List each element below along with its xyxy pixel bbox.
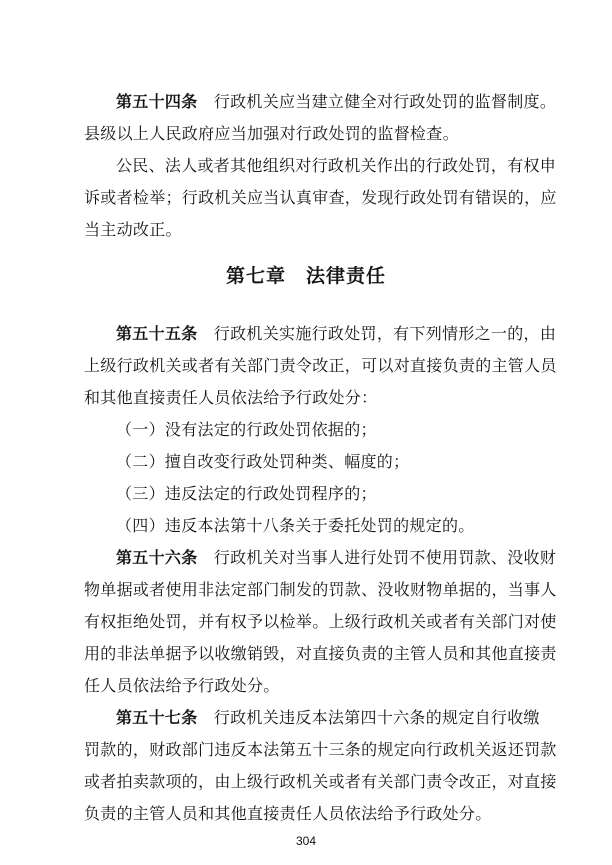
article-text: 行政机关违反本法第四十六条的规定自行收缴 <box>213 708 540 727</box>
paragraph-line <box>116 92 556 112</box>
list-item: （一）没有法定的行政处罚依据的； <box>116 420 377 439</box>
paragraph-line: 物单据或者使用非法定部门制发的罚款、没收财物单据的，当事人 <box>84 580 557 599</box>
article-heading: 第五十七条 <box>116 708 198 727</box>
paragraph-line: 有权拒绝处罚，并有权予以检举。上级行政机关或者有关部门对使 <box>84 612 557 631</box>
article-text: 行政机关实施行政处罚，有下列情形之一的，由 <box>213 324 557 343</box>
list-item: （三）违反法定的行政处罚程序的； <box>116 484 377 503</box>
paragraph-line: 诉或者检举；行政机关应当认真审查，发现行政处罚有错误的，应 <box>84 188 557 207</box>
paragraph-line: 公民、法人或者其他组织对行政机关作出的行政处罚，有权申 <box>116 156 557 175</box>
article-heading: 第五十四条 <box>116 92 198 111</box>
paragraph-line: 和其他直接责任人员依法给予行政处分： <box>84 388 378 407</box>
article-text: 行政机关应当建立健全对行政处罚的监督制度。 <box>213 92 557 111</box>
article-heading: 第五十六条 <box>116 548 198 567</box>
paragraph-line: 罚款的，财政部门违反本法第五十三条的规定向行政机关返还罚款 <box>84 740 557 759</box>
paragraph-line: 县级以上人民政府应当加强对行政处罚的监督检查。 <box>84 124 459 143</box>
paragraph-line <box>116 548 556 568</box>
paragraph-line <box>116 708 540 728</box>
paragraph-line: 或者拍卖款项的，由上级行政机关或者有关部门责令改正，对直接 <box>84 772 557 791</box>
article-text: 行政机关对当事人进行处罚不使用罚款、没收财 <box>213 548 557 567</box>
paragraph-line <box>116 324 556 344</box>
paragraph-line: 用的非法单据予以收缴销毁，对直接负责的主管人员和其他直接责 <box>84 644 557 663</box>
paragraph-line: 任人员依法给予行政处分。 <box>84 676 280 695</box>
page-number: 304 <box>295 834 317 848</box>
paragraph-line: 上级行政机关或者有关部门责令改正，可以对直接负责的主管人员 <box>84 356 557 375</box>
paragraph-line: 负责的主管人员和其他直接责任人员依法给予行政处分。 <box>84 804 492 823</box>
chapter-title: 第七章 法律责任 <box>225 265 386 287</box>
article-heading: 第五十五条 <box>116 324 198 343</box>
list-item: （四）违反本法第十八条关于委托处罚的规定的。 <box>116 516 475 535</box>
list-item: （二）擅自改变行政处罚种类、幅度的； <box>116 452 410 471</box>
paragraph-line: 当主动改正。 <box>84 220 182 239</box>
